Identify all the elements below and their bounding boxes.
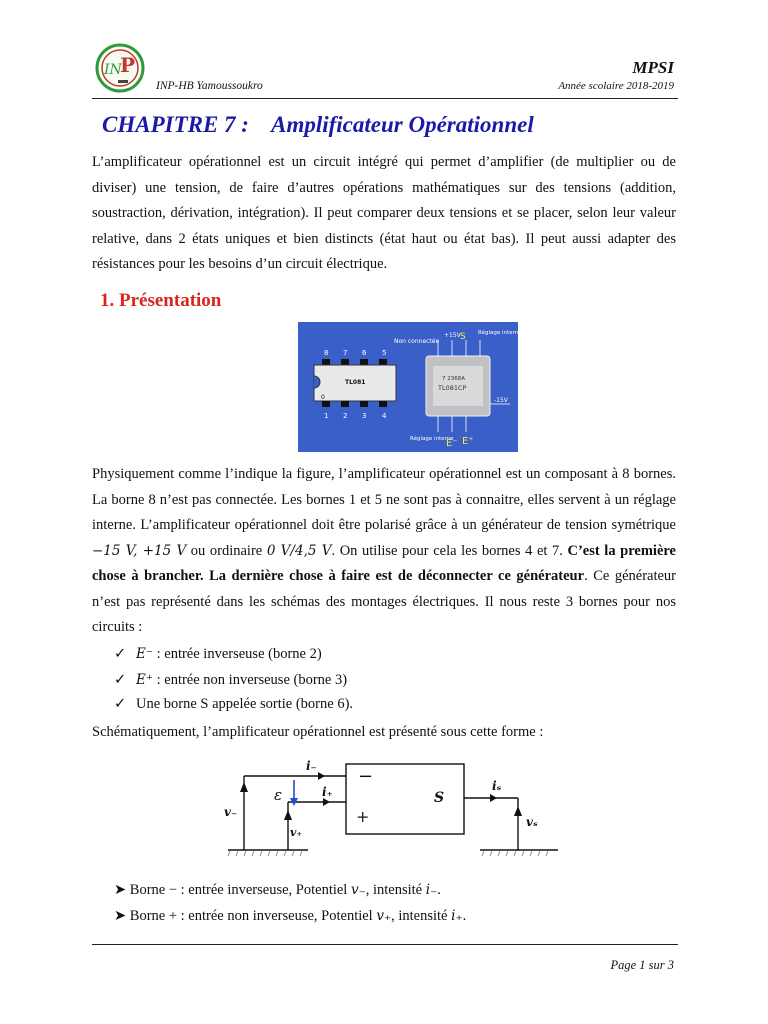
schema-intro: Schématiquement, l’amplificateur opérationnel est présenté sous cette forme :: [92, 724, 544, 740]
schema-epsilon: ε: [274, 786, 283, 804]
pin-label: 6: [362, 349, 367, 357]
borne-plus-item: [114, 908, 466, 925]
schema-i-s: iₛ: [492, 779, 502, 793]
bullet-text: Une borne S appelée sortie (borne 6).: [136, 696, 354, 712]
schema-v-s: vₛ: [526, 815, 538, 829]
package-text: TL081CP: [438, 384, 467, 392]
text-run: , intensité: [391, 908, 452, 924]
math-intensity: i₋: [425, 882, 438, 898]
bullet-e-minus: [114, 646, 322, 663]
schema-v-minus: v₋: [224, 805, 238, 819]
bullet-output: [114, 696, 353, 713]
bullet-symbol: E⁺: [136, 672, 153, 688]
notch-marker: 0: [321, 394, 325, 401]
bold-warning: C’est la première chose à brancher. La dernière chose à faire est de déconnecter ce générateur: [92, 542, 676, 584]
schema-i-plus: i₊: [322, 785, 333, 799]
text-run: . On utilise pour cela les bornes 4 et 7.: [331, 542, 568, 559]
checkmark-icon: ✓: [114, 646, 127, 662]
text-run: ou ordinaire: [186, 542, 267, 559]
school-year: Année scolaire 2018-2019: [558, 80, 674, 92]
label-e-plus: E⁺: [462, 436, 474, 447]
pin-label: 7: [343, 349, 348, 357]
borne-minus-item: [114, 882, 441, 899]
label-reglage-bottom: Réglage interne: [410, 436, 454, 442]
schema-minus: −: [358, 766, 374, 787]
op-amp-photo: [298, 322, 522, 452]
checkmark-icon: ✓: [114, 696, 127, 712]
description-paragraph: [92, 462, 676, 641]
label-reglage-top: Réglage interne: [478, 330, 522, 336]
header-divider: [92, 98, 678, 99]
text-run: Physiquement comme l’indique la figure, l’amplificateur opérationnel est un composant à 8 bornes. La borne 8 n’est pas connectée. Les bornes 1 et 5 ne sont pas à connaitre, elles servent à un réglage interne. L’amplificateur opérationnel doit être polarisé grâce à un générateur de tension symétrique: [92, 466, 676, 533]
text-run: .: [437, 882, 441, 898]
pin-label: 4: [382, 412, 387, 420]
label-e-minus: E⁻: [446, 438, 458, 449]
checkmark-icon: ✓: [114, 672, 127, 688]
math-intensity: i₊: [451, 908, 463, 924]
inp-hb-logo: [92, 42, 150, 94]
text-run: , intensité: [365, 882, 426, 898]
math-voltage-ord: 0 V/4,5 V: [266, 542, 332, 559]
pin-label: 3: [362, 412, 367, 420]
page-number: Page 1 sur 3: [610, 958, 674, 972]
bullet-symbol: E⁻: [136, 646, 153, 662]
arrow-bullet-icon: ➤: [114, 908, 130, 924]
svg-text:IN: IN: [104, 62, 122, 78]
pin-label: 8: [324, 349, 329, 357]
intro-paragraph: L’amplificateur opérationnel est un circuit intégré qui permet d’amplifier (de multiplier ou de diviser) une tension, de faire d’autres opérations mathématiques sur des tensions (addition, soustraction, dérivation, intégration). Il peut comparer deux tensions et se placer, selon leur valeur relative, dans 2 états uniques et bien distincts (état haut ou état bas). Il peut aussi adapter des résistances pour les besoins d’un circuit électrique.: [92, 154, 676, 272]
text-run: Borne − : entrée inverseuse, Potentiel: [129, 882, 351, 898]
bullet-text: : entrée non inverseuse (borne 3): [152, 672, 348, 688]
label-minus15: -15V: [494, 397, 508, 404]
chapter-number: CHAPITRE 7 :: [102, 112, 249, 137]
schema-v-plus: v₊: [290, 826, 303, 839]
math-potential: v₊: [376, 908, 392, 924]
chip-label: TL081: [345, 379, 366, 386]
chapter-name: Amplificateur Opérationnel: [271, 112, 534, 137]
pin-label: 1: [324, 412, 329, 420]
label-non-connected: Non connectée: [394, 338, 440, 345]
schema-plus: +: [356, 807, 370, 826]
bullet-e-plus: [114, 672, 347, 689]
arrow-bullet-icon: ➤: [114, 882, 130, 898]
text-run: .: [462, 908, 467, 924]
text-run: Borne + : entrée non inverseuse, Potentiel: [129, 908, 377, 924]
op-amp-schematic: [224, 752, 560, 868]
footer-divider: [92, 944, 678, 945]
pin-label: 2: [343, 412, 348, 420]
math-potential: v₋: [350, 882, 366, 898]
label-plus15: +15V: [444, 332, 461, 339]
label-s: S: [460, 332, 466, 342]
bullet-text: : entrée inverseuse (borne 2): [152, 646, 322, 662]
text-run: . Ce générateur n’est pas représenté dans les schémas des montages électriques. Il nous reste 3 bornes pour nos circuits :: [92, 568, 677, 635]
math-voltage-sym: −15 V, +15 V: [92, 542, 187, 559]
course-name: MPSI: [632, 58, 674, 77]
section-title: 1. Présentation: [100, 290, 222, 311]
pin-label: 5: [382, 349, 387, 357]
schema-i-minus: i₋: [306, 759, 317, 773]
svg-text:7 2368A: 7 2368A: [442, 376, 466, 382]
chapter-title: [102, 112, 534, 138]
svg-text:P: P: [120, 53, 136, 77]
schema-s: S: [434, 790, 445, 806]
institution-name: INP-HB Yamoussoukro: [156, 80, 263, 92]
